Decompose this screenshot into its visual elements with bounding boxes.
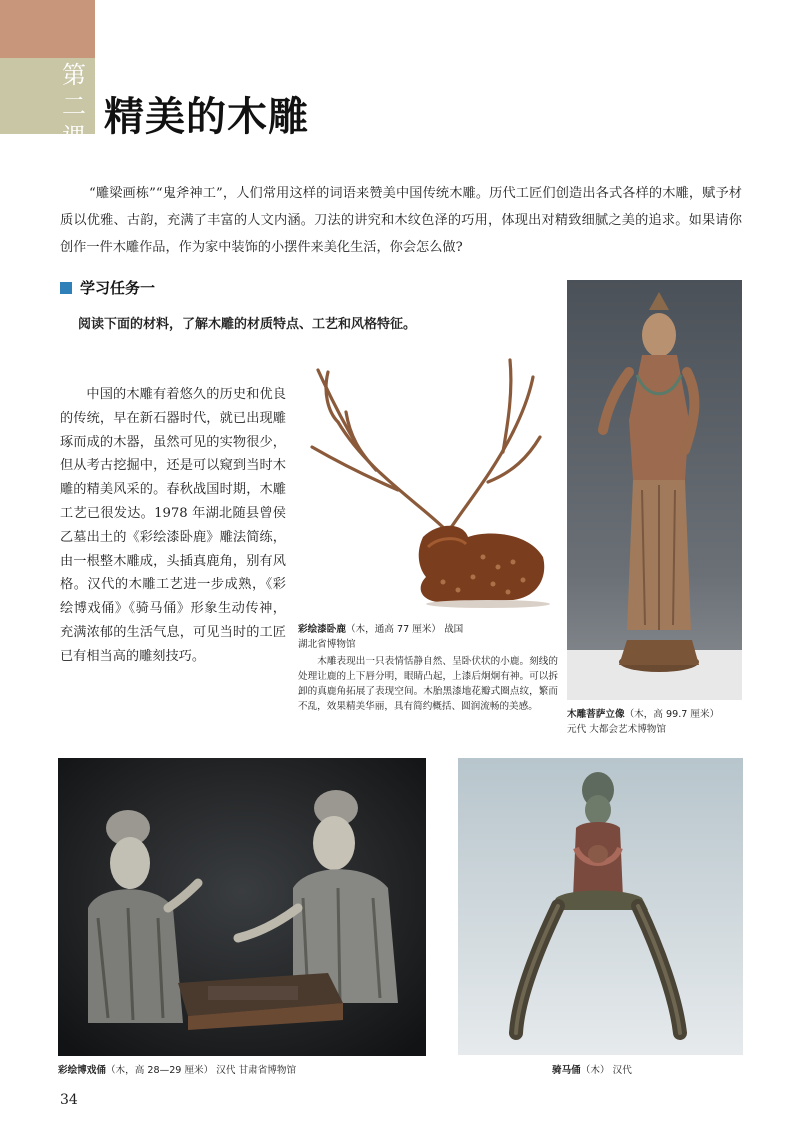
- players-caption-name: 彩绘博戏俑: [58, 1065, 106, 1076]
- task-title: 学习任务一: [80, 279, 156, 297]
- body-paragraph: 中国的木雕有着悠久的历史和优良的传统，早在新石器时代，就已出现雕琢而成的木器，虽然可见的实物很少，但从考古挖掘中，还是可以窥到当时木雕的精美风采的。春秋战国时期，木雕工艺已很发达。1978 年湖北随县曾侯乙墓出土的《彩绘漆卧鹿》雕法简练，由一根整木雕成，头插真鹿角，别有风格。汉代的木雕工艺进一步成熟，《彩绘博戏俑》《骑马俑》形象生动传神，充满浓郁的生活气息，可见当时的工匠已有相当高的雕刻技巧。: [60, 387, 286, 664]
- players-caption: [58, 1063, 296, 1078]
- header-color-block-top: [0, 0, 95, 58]
- page-title: 精美的木雕: [104, 93, 309, 140]
- players-photo: [58, 758, 426, 1056]
- deer-caption-name: 彩绘漆卧鹿: [298, 624, 346, 635]
- rider-caption-detail: （木） 汉代: [580, 1065, 632, 1076]
- bodhisattva-caption-detail: （木，高 99.7 厘米）: [624, 709, 720, 720]
- deer-caption-description: 木雕表现出一只表情恬静自然、呈卧伏状的小鹿。刻线的处理让鹿的上下唇分明，眼睛凸起，上漆后炯炯有神。可以拆卸的真鹿角拓展了表现空间。木胎黑漆地花瓣式圈点纹，繁而不乱，效果精美华丽，具有简约概括、圆润流畅的美感。: [298, 656, 558, 712]
- rider-caption: [552, 1063, 632, 1078]
- deer-caption: [298, 622, 558, 637]
- bodhisattva-caption-name: 木雕菩萨立像: [567, 709, 625, 720]
- bodhisattva-caption-era: 元代 大都会艺术博物馆: [567, 724, 666, 735]
- deer-photo: [298, 352, 550, 614]
- players-caption-detail: （木，高 28—29 厘米） 汉代 甘肃省博物馆: [105, 1065, 297, 1076]
- lesson-label: 第二课: [62, 61, 86, 151]
- intro-paragraph: “雕梁画栋”“鬼斧神工”，人们常用这样的词语来赞美中国传统木雕。历代工匠们创造出各式各样的木雕，赋予材质以优雅、古韵，充满了丰富的人文内涵。刀法的讲究和木纹色泽的巧用，体现出对精致细腻之美的追求。如果请你创作一件木雕作品，作为家中装饰的小摆件来美化生活，你会怎么做?: [60, 186, 742, 255]
- deer-caption-detail: （木，通高 77 厘米） 战国: [345, 624, 464, 635]
- rider-caption-name: 骑马俑: [552, 1065, 581, 1076]
- rider-photo: [458, 758, 743, 1055]
- page-number: 34: [60, 1092, 78, 1108]
- bodhisattva-caption: [567, 707, 719, 722]
- deer-caption-museum: 湖北省博物馆: [298, 639, 356, 650]
- bodhisattva-photo: [567, 280, 742, 700]
- task-marker-icon: [60, 282, 72, 294]
- task-description: 阅读下面的材料，了解木雕的材质特点、工艺和风格特征。: [78, 317, 417, 332]
